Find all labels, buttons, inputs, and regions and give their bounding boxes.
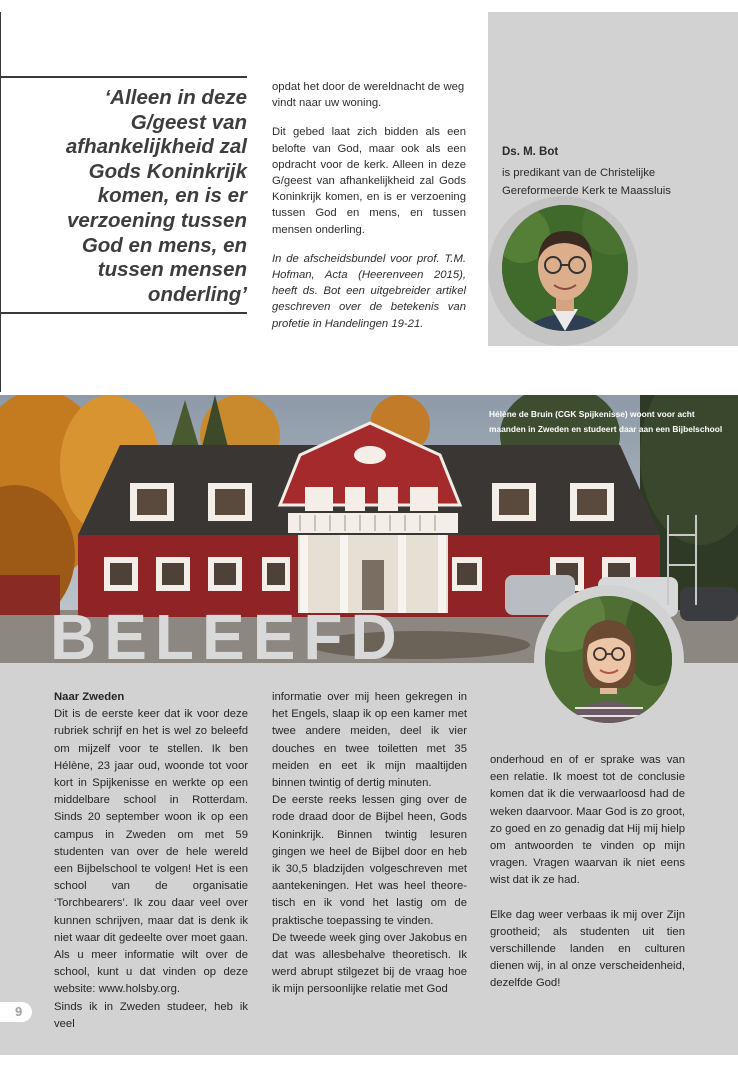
article-paragraph: Sinds ik in Zweden studeer, heb ik veel	[54, 1000, 248, 1030]
writer-portrait	[545, 596, 672, 723]
portrait-illustration	[502, 205, 628, 331]
article-column-3	[490, 752, 685, 993]
pull-quote: ‘Alleen in deze G/geest van afhankelijkheid zal Gods Koninkrijk komen, en is er verzoening tussen God en mens, en tussen mensen onderling’	[65, 86, 247, 306]
article-paragraph: onderhoud en of er sprake was van een relatie. Ik moest tot de conclusie komen dat ik die verwaarloosd had de weken daarvoor. Maar God is zo groot, zo goed en zo genadig dat Hij mij hielp om antwoorden te vinden op mijn vragen. Vragen waarvan ik niet eens wist dat ik ze had.	[490, 754, 685, 887]
top-text-column	[272, 79, 466, 345]
article-paragraph: Elke dag weer verbaas ik mij over Zijn grootheid; als studenten uit tien verschillende landen en culturen dienen wij, in al onze verscheidenheid, dezelfde God!	[490, 908, 685, 990]
author-role: is predikant van de Christelijke Gereformeerde Kerk te Maassluis	[502, 167, 671, 197]
writer-portrait-illustration	[545, 596, 672, 723]
article-paragraph: De eerste reeks lessen ging over de rode draad door de Bijbel heen, Gods Koninkrijk. Binnen twintig lesuren gingen we heel de Bijbel door en heb ik 30,5 bladzijden volgeschreven met aantekeningen. Het was heel theore-tisch en ik vond het lastig om de praktische toepassing te vinden.	[272, 794, 467, 927]
text-paragraph: Dit gebed laat zich bidden als een belofte van God, maar ook als een opdracht voor de kerk. Alleen in deze G/geest van afhankelijkheid zal Gods Koninkrijk komen, en is er verzoening tussen God en mens, en tussen mensen onderling.	[272, 126, 466, 236]
footnote-paragraph: In de afscheidsbundel voor prof. T.M. Hofman, Acta (Heerenveen 2015), heeft ds. Bot een uitgebreider artikel geschreven over de betekenis van profetie in Handelingen 19-21.	[272, 252, 466, 330]
author-portrait	[502, 205, 628, 331]
article-paragraph: Dit is de eerste keer dat ik voor deze rubriek schrijf en het is wel zo beleefd om mijzelf voor te stellen. Ik ben Hélène, 23 jaar oud, woonde tot voor kort in Spijkenisse en werkte op een middelbare school in Rotterdam. Sinds 20 september woon ik op een campus in Zweden om met 59 studenten van over de hele wereld een Bijbelschool te volgen! Het is een school van de organisatie ‘Torchbearers’. Ik zou daar veel over kunnen schrijven, maar dat is denk ik niet waar dit gedeelte over moet gaan. Als u meer informatie wilt over de school, kunt u dat vinden op deze website: www.holsby.org.	[54, 708, 248, 996]
section-title: BELEEFD	[50, 601, 405, 673]
page-number: 9	[15, 1004, 23, 1019]
article-column-1	[54, 689, 248, 1033]
quote-rule-bottom	[0, 312, 247, 314]
text-paragraph: opdat het door de wereldnacht de weg vindt naar uw woning.	[272, 81, 465, 110]
article-paragraph: informatie over mij heen gekregen in het Engels, slaap ik op een kamer met twee andere meiden, deel ik vier douches en twee toiletten met 35 meiden en eet ik mijn maaltijden binnen twintig of dertig minuten.	[272, 691, 467, 790]
author-name: Ds. M. Bot	[502, 146, 559, 158]
margin-rule	[0, 12, 1, 392]
article-column-2	[272, 689, 467, 999]
article-paragraph: De tweede week ging over Jakobus en dat was allesbehalve theoretisch. Ik werd abrupt stilgezet bij de vraag hoe ik mijn persoonlijke relatie met God	[272, 931, 467, 996]
photo-caption: Hélène de Bruin (CGK Spijkenisse) woont voor acht maanden in Zweden en studeert daar aan een Bijbelschool	[489, 409, 723, 435]
quote-rule-top	[0, 76, 247, 78]
article-subhead: Naar Zweden	[54, 691, 125, 703]
